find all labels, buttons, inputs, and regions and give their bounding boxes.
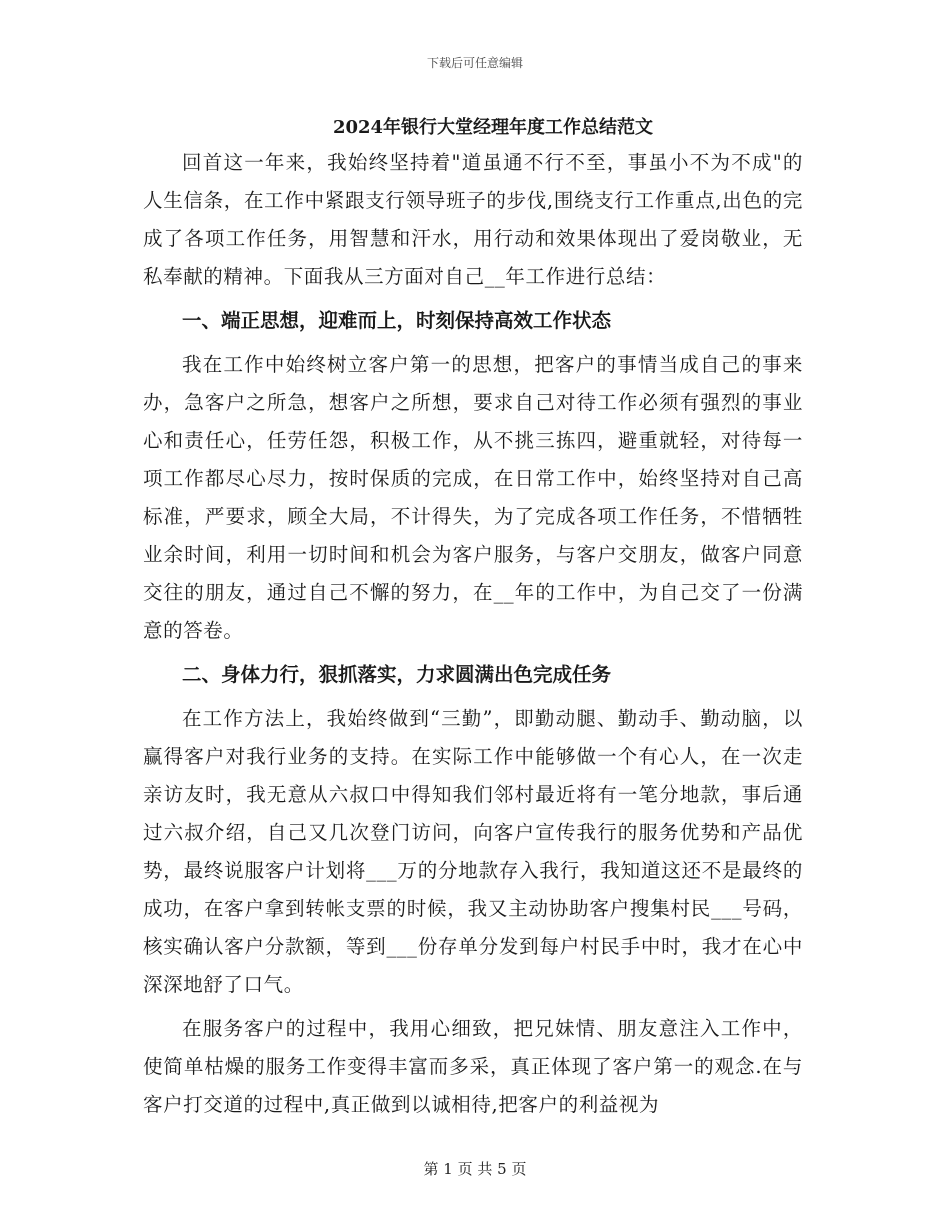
page-number: 第 1 页 共 5 页: [423, 1160, 527, 1178]
section-2-paragraph-2: 在服务客户的过程中，我用心细致，把兄妹情、朋友意注入工作中，使简单枯燥的服务工作变得丰富而多采，真正体现了客户第一的观念.在与客户打交道的过程中,真正做到以诚相待,把客户的利益视为: [143, 1017, 803, 1116]
section-2-paragraph-1: 在工作方法上，我始终做到“三勤”，即勤动腿、勤动手、勤动脑，以赢得客户对我行业务的支持。在实际工作中能够做一个有心人，在一次走亲访友时，我无意从六叔口中得知我们邻村最近将有一笔分地款，事后通过六叔介绍，自己又几次登门访问，向客户宣传我行的服务优势和产品优势，最终说服客户计划将___万的分地款存入我行，我知道这还不是最终的成功，在客户拿到转帐支票的时候，我又主动协助客户搜集村民___号码，核实确认客户分款额，等到___份存单分发到每户村民手中时，我才在心中深深地舒了口气。: [143, 707, 803, 996]
section-2-heading: 二、身体力行，狠抓落实，力求圆满出色完成任务: [182, 663, 612, 686]
section-1-paragraph: 我在工作中始终树立客户第一的思想，把客户的事情当成自己的事来办，急客户之所急，想客户之所想，要求自己对待工作必须有强烈的事业心和责任心，任劳任怨，积极工作，从不挑三拣四，避重就轻，对待每一项工作都尽心尽力，按时保质的完成，在日常工作中，始终坚持对自己高标准，严要求，顾全大局，不计得失，为了完成各项工作任务，不惜牺牲业余时间，利用一切时间和机会为客户服务，与客户交朋友，做客户同意交往的朋友，通过自己不懈的努力，在__年的工作中，为自己交了一份满意的答卷。: [143, 353, 803, 642]
document-title: 2024年银行大堂经理年度工作总结范文: [332, 117, 654, 138]
document-body: [143, 112, 803, 1124]
header-note: 下载后可任意编辑: [426, 56, 523, 70]
section-1-heading: 一、端正思想，迎难而上，时刻保持高效工作状态: [182, 309, 612, 332]
intro-paragraph: 回首这一年来，我始终坚持着"道虽通不行不至，事虽小不为不成"的人生信条，在工作中紧跟支行领导班子的步伐,围绕支行工作重点,出色的完成了各项工作任务，用智慧和汗水，用行动和效果体现出了爱岗敬业，无私奉献的精神。下面我从三方面对自己__年工作进行总结：: [143, 151, 803, 288]
